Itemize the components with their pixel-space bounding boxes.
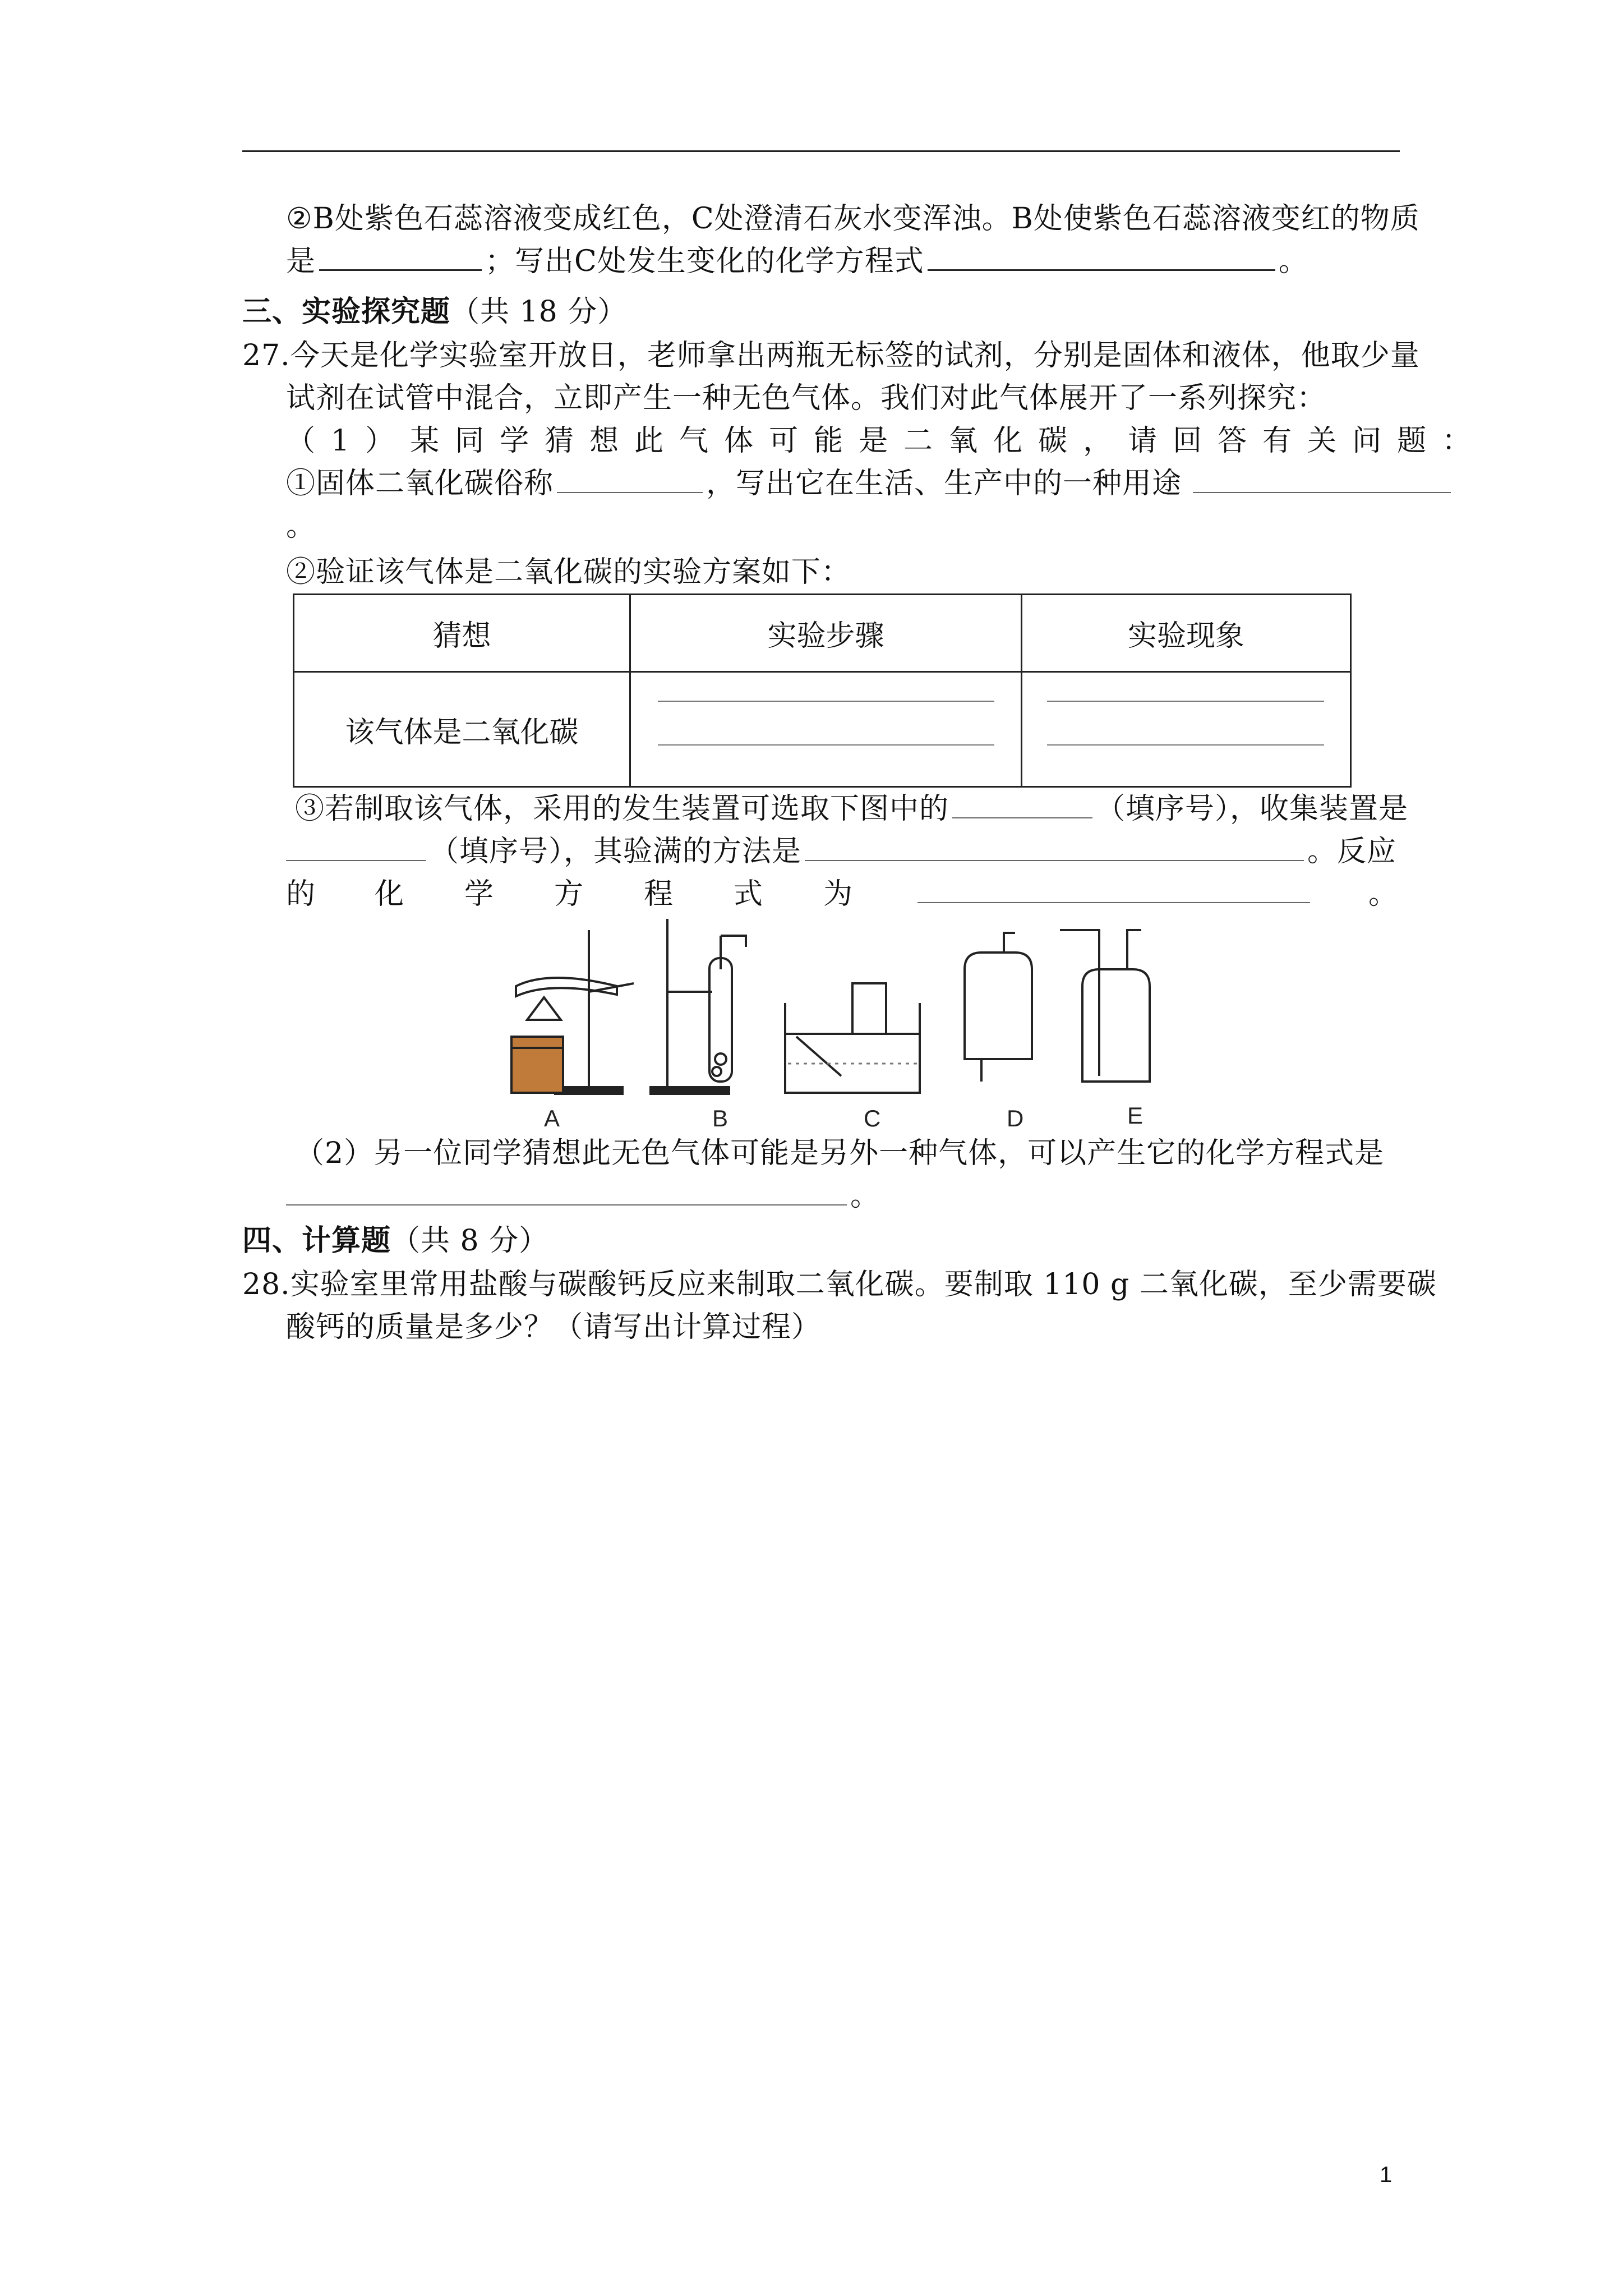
q27-line-7a: ③若制取该气体，采用的发生装置可选取下图中的	[295, 792, 949, 826]
table-cell-guess: 该气体是二氧化碳	[294, 673, 631, 786]
q27-line-10: （2）另一位同学猜想此无色气体可能是另外一种气体，可以产生它的化学方程式是	[295, 1137, 1385, 1170]
section3-title: 三、实验探究题	[242, 295, 451, 329]
q28-line-1: 28.实验室里常用盐酸与碳酸钙反应来制取二氧化碳。要制取 110 g 二氧化碳，至少需要碳	[242, 1268, 1437, 1301]
q27-line-9-char-4: 程	[644, 877, 674, 911]
blank-dry-ice[interactable]	[557, 463, 703, 493]
q27-line-3-spread	[286, 420, 1487, 462]
blank-generator[interactable]	[952, 788, 1092, 818]
q28-line-2: 酸钙的质量是多少？（请写出计算过程）	[286, 1310, 822, 1344]
apparatus-a	[511, 930, 634, 1094]
q27-line-9-char-1: 化	[375, 877, 405, 911]
steps-answer-line-1	[658, 701, 994, 702]
blank-use[interactable]	[1193, 463, 1451, 493]
page-number: 1	[1380, 2162, 1393, 2187]
blank-collector[interactable]	[286, 831, 426, 861]
blank-full-check[interactable]	[805, 831, 1304, 861]
top-line-2	[286, 240, 1308, 283]
q27-line-5: 。	[286, 509, 316, 543]
top-line-1: ②B处紫色石蕊溶液变成红色，C处澄清石灰水变浑浊。B处使紫色石蕊溶液变红的物质	[286, 202, 1420, 236]
top-line-2a: 是	[286, 245, 316, 278]
label-e: E	[1127, 1102, 1144, 1129]
q27-line-7b: （填序号），收集装置是	[1096, 792, 1409, 826]
section4-title: 四、计算题	[242, 1223, 391, 1258]
q27-line-3-text: （1）某同学猜想此气体可能是二氧化碳，请回答有关问题：	[286, 424, 1487, 458]
q27-line-9-char-6: 为	[823, 877, 854, 911]
q27-line-4b: ，写出它在生活、生产中的一种用途	[706, 467, 1182, 500]
q27-line-11	[286, 1175, 880, 1217]
apparatus-e	[1060, 930, 1150, 1082]
top-line-2b: ；写出C处发生变化的化学方程式	[485, 245, 924, 278]
table-cell-steps[interactable]	[631, 673, 1022, 786]
q27-line-3	[286, 420, 1487, 462]
label-d: D	[1007, 1105, 1024, 1131]
section3-points: （共 18 分）	[450, 295, 628, 329]
q27-line-11-end: 。	[850, 1179, 880, 1213]
label-b: B	[712, 1105, 728, 1131]
q27-line-2: 试剂在试管中混合，立即产生一种无色气体。我们对此气体展开了一系列探究：	[286, 381, 1327, 415]
apparatus-c	[785, 983, 920, 1093]
phenomena-answer-line-1	[1047, 701, 1324, 702]
q27-line-4a: ①固体二氧化碳俗称	[286, 467, 554, 500]
blank-equation-c[interactable]	[928, 240, 1275, 271]
section4-points: （共 8 分）	[391, 1224, 549, 1258]
table-header-phenomena: 实验现象	[1127, 619, 1244, 653]
section4-heading	[242, 1220, 548, 1262]
top-line-2c: 。	[1278, 245, 1308, 278]
q27-line-9-char-5: 式	[734, 877, 764, 911]
steps-answer-line-2	[658, 744, 994, 746]
q27-line-9-char-3: 方	[554, 877, 584, 911]
blank-other-gas-equation[interactable]	[286, 1175, 847, 1205]
q27-line-8b: 。反应	[1307, 835, 1397, 868]
apparatus-d	[965, 933, 1032, 1082]
section3-heading	[242, 291, 627, 333]
table-header-steps: 实验步骤	[631, 595, 1022, 671]
q27-line-1: 27.今天是化学实验室开放日，老师拿出两瓶无标签的试剂，分别是固体和液体，他取少量	[242, 339, 1420, 372]
apparatus-labels	[544, 1102, 1143, 1131]
apparatus-b	[651, 919, 746, 1094]
table-header-guess: 猜想	[294, 595, 631, 671]
q27-line-4	[286, 462, 1454, 505]
q27-line-9-char-0: 的	[286, 877, 316, 911]
header-rule	[242, 150, 1400, 152]
q27-line-9-end: 。	[1368, 877, 1399, 911]
apparatus-diagram	[482, 913, 1200, 1132]
label-a: A	[544, 1105, 560, 1131]
q27-line-6: ②验证该气体是二氧化碳的实验方案如下：	[286, 555, 851, 589]
blank-substance[interactable]	[319, 240, 482, 271]
q27-line-8a: （填序号），其验满的方法是	[430, 835, 802, 868]
q27-line-8	[286, 830, 1396, 873]
label-c: C	[864, 1105, 881, 1131]
phenomena-answer-line-2	[1047, 744, 1324, 746]
verification-table	[293, 593, 1352, 788]
blank-reaction-equation[interactable]	[917, 873, 1310, 903]
q27-line-9-char-2: 学	[464, 877, 495, 911]
table-cell-phenomena[interactable]	[1022, 673, 1350, 786]
q27-line-7	[295, 788, 1408, 830]
